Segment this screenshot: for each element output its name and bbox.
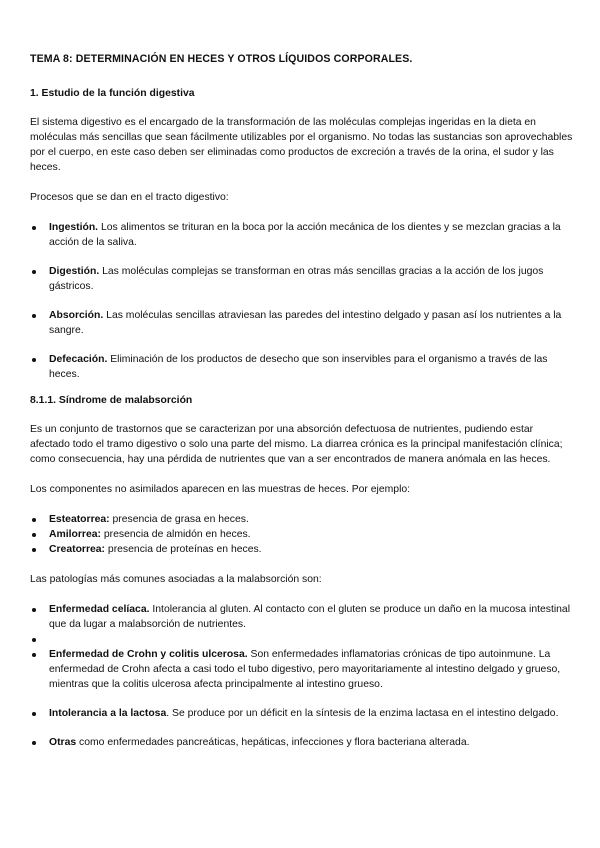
term-celiac: Enfermedad celíaca. <box>49 604 150 615</box>
list-item-ingestion <box>30 220 575 250</box>
list-item-empty <box>30 632 575 647</box>
section-heading-malabsorption: 8.1.1. Síndrome de malabsorción <box>30 395 193 406</box>
term-steatorrhea: Esteatorrea: <box>49 514 110 525</box>
paragraph-malabsorption-intro: Es un conjunto de trastornos que se caracterizan por una absorción defectuosa de nutrientes, pudiendo estar afectado todo el tramo digestivo o solo una parte del mismo. La diarrea crónica es la principal manifestación clínica; como consecuencia, hay una pérdida de nutrientes que van a ser encontrados de manera anómala en las heces. <box>30 424 563 465</box>
paragraph-digestive-intro: El sistema digestivo es el encargado de la transformación de las moléculas complejas ingeridas en la dieta en moléculas más sencillas que sean fácilmente utilizables por el organismo. No todas las sustancias son aprovechables por el cuerpo, en este caso deben ser eliminadas como productos de excreción a través de la orina, el sudor y las heces. <box>30 117 573 173</box>
list-item-creatorrhea <box>30 542 575 557</box>
text-celiac: Intolerancia al gluten. Al contacto con el gluten se produce un daño en la mucosa intestinal que da lugar a malabsorción de nutrientes. <box>49 604 571 630</box>
term-crohn: Enfermedad de Crohn y colitis ulcerosa. <box>49 649 248 660</box>
list-item-digestion <box>30 264 575 294</box>
list-item-crohn <box>30 647 575 692</box>
term-creatorrhea: Creatorrea: <box>49 544 106 555</box>
list-item-others <box>30 735 575 750</box>
text-creatorrhea: presencia de proteínas en heces. <box>105 544 262 555</box>
pathologies-list <box>30 602 575 750</box>
text-absorption: Las moléculas sencillas atraviesan las paredes del intestino delgado y pasan así los nutrientes a la sangre. <box>49 310 562 336</box>
processes-list <box>30 220 575 382</box>
list-item-celiac <box>30 602 575 632</box>
term-ingestion: Ingestión. <box>49 222 99 233</box>
section-heading-digestive-function: 1. Estudio de la función digestiva <box>30 88 195 99</box>
components-list <box>30 512 575 557</box>
paragraph-processes-label: Procesos que se dan en el tracto digestivo: <box>30 192 229 203</box>
term-absorption: Absorción. <box>49 310 104 321</box>
text-digestion: Las moléculas complejas se transforman en otras más sencillas gracias a la acción de los jugos gástricos. <box>49 266 544 292</box>
list-item-steatorrhea <box>30 512 575 527</box>
list-item-amylorrhea <box>30 527 575 542</box>
text-amylorrhea: presencia de almidón en heces. <box>100 529 251 540</box>
term-lactose: Intolerancia a la lactosa <box>49 708 167 719</box>
list-item-defecation <box>30 352 575 382</box>
document-page <box>30 52 575 764</box>
term-defecation: Defecación. <box>49 354 108 365</box>
list-item-lactose <box>30 706 575 721</box>
paragraph-pathologies-label: Las patologías más comunes asociadas a la malabsorción son: <box>30 574 322 585</box>
document-title: TEMA 8: DETERMINACIÓN EN HECES Y OTROS LÍQUIDOS CORPORALES. <box>30 53 413 65</box>
text-ingestion: Los alimentos se trituran en la boca por la acción mecánica de los dientes y se mezclan gracias a la acción de la saliva. <box>49 222 561 248</box>
list-item-absorption <box>30 308 575 338</box>
paragraph-components-label: Los componentes no asimilados aparecen en las muestras de heces. Por ejemplo: <box>30 484 411 495</box>
term-others: Otras <box>49 737 77 748</box>
term-digestion: Digestión. <box>49 266 100 277</box>
text-defecation: Eliminación de los productos de desecho que son inservibles para el organismo a través de las heces. <box>49 354 548 380</box>
term-amylorrhea: Amilorrea: <box>49 529 101 540</box>
text-others: como enfermedades pancreáticas, hepáticas, infecciones y flora bacteriana alterada. <box>76 737 470 748</box>
text-steatorrhea: presencia de grasa en heces. <box>109 514 249 525</box>
text-lactose: . Se produce por un déficit en la síntesis de la enzima lactasa en el intestino delgado. <box>166 708 559 719</box>
text-crohn: Son enfermedades inflamatorias crónicas de tipo autoinmune. La enfermedad de Crohn afecta a casi todo el tubo digestivo, pero mayoritariamente al intestino delgado y grueso, mientras que la colitis ulcerosa afecta principalmente al intestino grueso. <box>49 649 561 690</box>
